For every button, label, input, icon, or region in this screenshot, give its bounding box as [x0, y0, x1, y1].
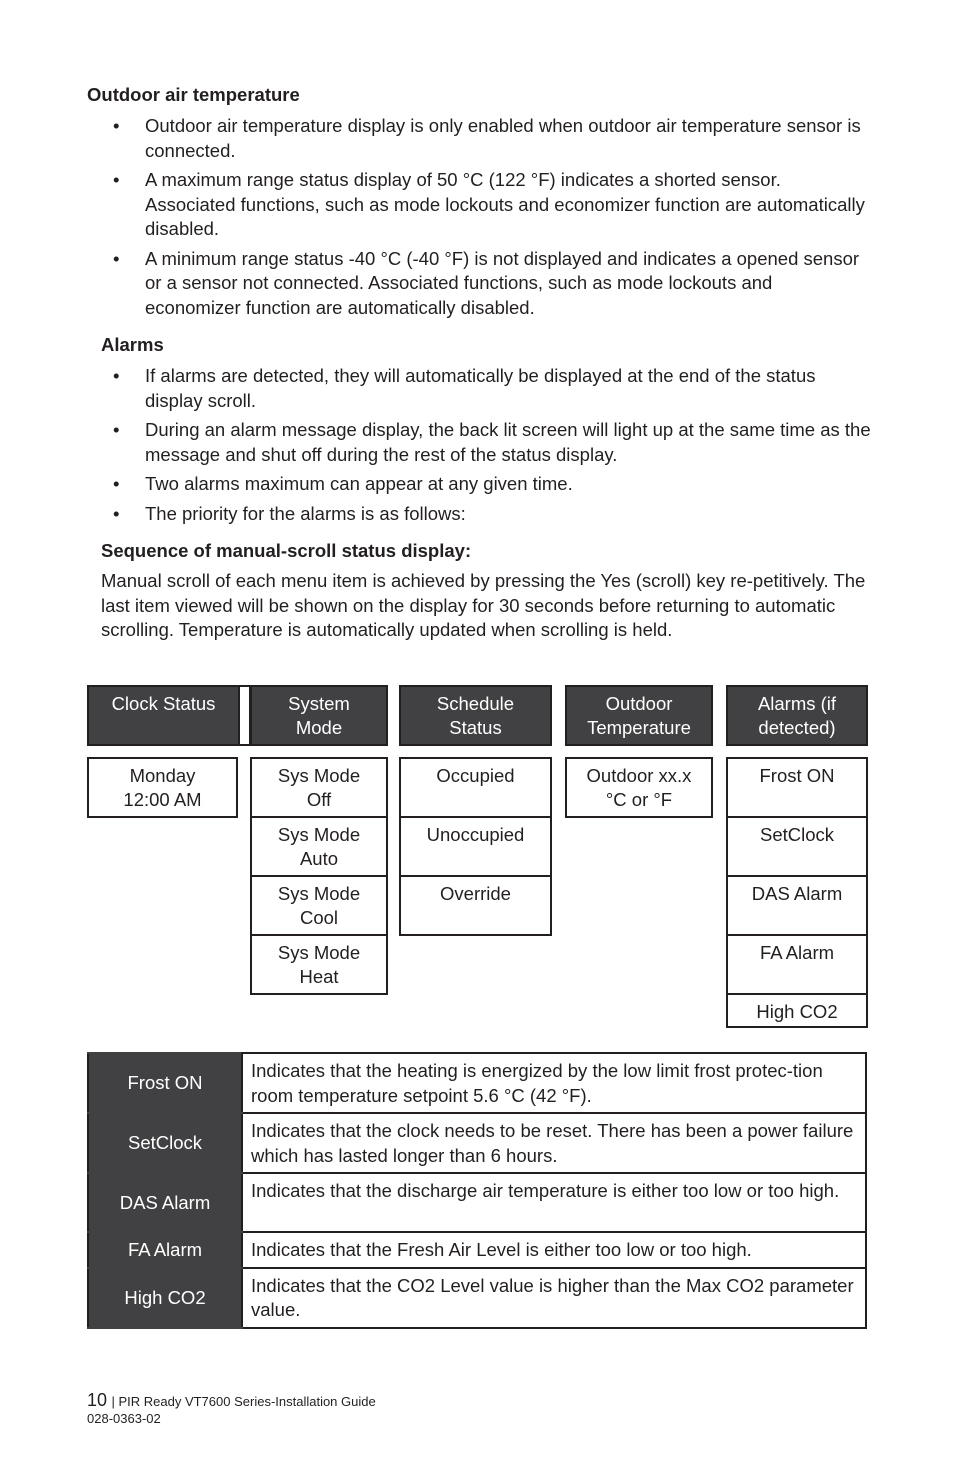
- header-schedule-status: [399, 685, 552, 746]
- section-title-outdoor: Outdoor air temperature: [87, 84, 300, 105]
- alarm-description: Indicates that the clock needs to be reset. There has been a power failure which has lasted longer than 6 hours.: [242, 1113, 866, 1173]
- header-clock-status: [87, 685, 250, 746]
- alarm-name: FA Alarm: [88, 1232, 242, 1268]
- schedule-cell: [399, 757, 552, 818]
- footer-title: | PIR Ready VT7600 Series-Installation Guide: [111, 1394, 376, 1409]
- sequence-paragraph: Manual scroll of each menu item is achieved by pressing the Yes (scroll) key re-petitively. The last item viewed will be shown on the display for 30 seconds before returning to automatic scrolling. Temperature is automatically updated when scrolling is held.: [101, 570, 866, 640]
- schedule-cell: [399, 875, 552, 936]
- cell-label: FA Alarm: [759, 942, 835, 963]
- table-row: [88, 1113, 866, 1173]
- header-system-mode: [250, 685, 388, 746]
- header-label: Alarms (if detected): [757, 693, 837, 738]
- bullet-item: • During an alarm message display, the back lit screen will light up at the same time as the message and shut off during the rest of the status display.: [113, 418, 873, 467]
- alarm-cell: [726, 757, 868, 818]
- alarm-name: DAS Alarm: [88, 1173, 242, 1232]
- outdoor-bullets: [113, 114, 873, 325]
- alarms-bullets: [113, 364, 873, 531]
- header-label: System Mode: [288, 693, 350, 738]
- clock-cell: [87, 757, 238, 818]
- system-mode-cell: [250, 757, 388, 818]
- bullet-item: • A maximum range status display of 50 °C (122 °F) indicates a shorted sensor. Associated functions, such as mode lockouts and economizer function are automatically disabled.: [113, 168, 873, 242]
- cell-label: Override: [440, 883, 511, 904]
- alarm-name: Frost ON: [88, 1053, 242, 1113]
- alarm-name: High CO2: [88, 1268, 242, 1328]
- section-title-sequence: Sequence of manual-scroll status display:: [101, 540, 472, 561]
- cell-label: Unoccupied: [426, 824, 525, 845]
- cell-label: Sys Mode Heat: [277, 942, 361, 987]
- bullet-item: • Outdoor air temperature display is only enabled when outdoor air temperature sensor is connected.: [113, 114, 873, 163]
- alarm-description: Indicates that the CO2 Level value is higher than the Max CO2 parameter value.: [242, 1268, 866, 1328]
- cell-label: Sys Mode Cool: [277, 883, 361, 928]
- table-row: [88, 1232, 866, 1268]
- header-label: Outdoor Temperature: [587, 693, 691, 738]
- cell-label: Sys Mode Auto: [277, 824, 361, 869]
- alarm-cell: [726, 816, 868, 877]
- cell-label: Monday 12:00 AM: [123, 765, 202, 810]
- alarm-cell: [726, 875, 868, 936]
- schedule-cell: [399, 816, 552, 877]
- section-title-alarms: Alarms: [101, 334, 164, 355]
- alarm-description: Indicates that the discharge air temperature is either too low or too high.: [242, 1173, 866, 1232]
- cell-label: Sys Mode Off: [277, 765, 361, 810]
- table-row: [88, 1053, 866, 1113]
- outdoor-cell: [565, 757, 713, 818]
- system-mode-cell: [250, 816, 388, 877]
- bullet-item: • The priority for the alarms is as follows:: [113, 502, 873, 527]
- bullet-item: • A minimum range status -40 °C (-40 °F) is not displayed and indicates a opened sensor or a sensor not connected. Associated functions, such as mode lockouts and economizer function are automatically disabled.: [113, 247, 873, 321]
- cell-label: SetClock: [759, 824, 835, 845]
- alarm-cell: [726, 993, 868, 1028]
- table-row: [88, 1268, 866, 1328]
- page-footer: [87, 1390, 376, 1411]
- header-label: Clock Status: [111, 693, 216, 714]
- table-row: [88, 1173, 866, 1232]
- cell-label: DAS Alarm: [751, 883, 843, 904]
- alarm-cell: [726, 934, 868, 995]
- header-alarms: [726, 685, 868, 746]
- alarm-description: Indicates that the heating is energized by the low limit frost protec-tion room temperature setpoint 5.6 °C (42 °F).: [242, 1053, 866, 1113]
- header-outdoor-temperature: [565, 685, 713, 746]
- alarm-name: SetClock: [88, 1113, 242, 1173]
- document-number: 028-0363-02: [87, 1411, 161, 1426]
- cell-label: Occupied: [436, 765, 515, 786]
- system-mode-cell: [250, 934, 388, 995]
- cell-label: High CO2: [756, 1001, 838, 1022]
- alarm-description: Indicates that the Fresh Air Level is either too low or too high.: [242, 1232, 866, 1268]
- page-number: 10: [87, 1390, 108, 1410]
- cell-label: Outdoor xx.x °C or °F: [586, 765, 692, 810]
- cell-label: Frost ON: [759, 765, 835, 786]
- header-label: Schedule Status: [436, 693, 515, 738]
- bullet-item: • If alarms are detected, they will automatically be displayed at the end of the status display scroll.: [113, 364, 873, 413]
- system-mode-cell: [250, 875, 388, 936]
- bullet-item: • Two alarms maximum can appear at any given time.: [113, 472, 873, 497]
- alarm-description-table: [87, 1052, 867, 1329]
